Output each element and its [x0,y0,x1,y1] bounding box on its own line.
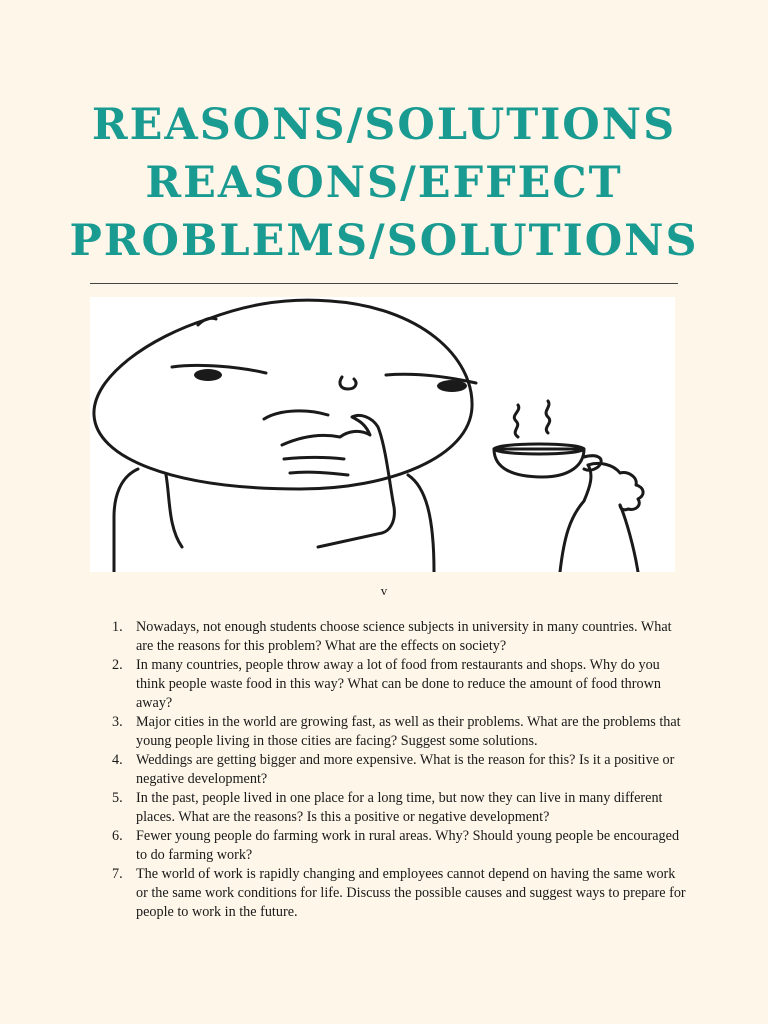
question-number: 7. [112,866,123,882]
question-text: Major cities in the world are growing fast, as well as their problems. What are the problems that young people living in those cities are facing? Suggest some solutions. [136,714,681,749]
cup-fingers [588,463,643,509]
page-title [0,96,768,270]
left-shoulder [114,469,138,572]
body-contour [166,475,182,547]
question-number: 4. [112,752,123,768]
chin-hand-fingers [284,458,348,476]
question-text: Nowadays, not enough students choose science subjects in university in many countries. What are the reasons for this problem? What are the effects on society? [136,619,672,654]
list-item [100,618,690,656]
question-number: 3. [112,714,123,730]
right-shoulder [408,475,434,572]
title-line-1: REASONS/SOLUTIONS [91,100,677,150]
cup-arm-outer [620,505,638,572]
right-eyebrow [386,374,476,383]
question-text: Weddings are getting bigger and more expensive. What is the reason for this? Is it a positive or negative development? [136,752,675,787]
list-item [100,656,690,713]
left-eye [194,369,222,381]
cup-arm [560,465,591,572]
list-item [100,827,690,865]
title-line-2: REASONS/EFFECT [145,158,623,208]
right-eye [437,380,467,392]
head-outline [94,300,472,489]
title-divider [90,283,678,284]
list-item [100,713,690,751]
list-item [100,789,690,827]
question-text: The world of work is rapidly changing and employees cannot depend on having the same work or the same work conditions for life. Discuss the possible causes and suggest ways to prepare for people to work in the future. [136,866,686,920]
thinking-face-illustration [90,297,675,572]
title-line-3: PROBLEMS/SOLUTIONS [69,216,699,266]
mouth [264,411,328,419]
steam-right [546,401,550,433]
image-caption: v [380,583,388,598]
question-text: In the past, people lived in one place for a long time, but now they can live in many different places. What are the reasons? Is this a positive or negative development? [136,790,663,825]
nose [340,377,356,389]
question-number: 6. [112,828,123,844]
steam-left [514,405,519,437]
question-number: 1. [112,619,123,635]
question-text: Fewer young people do farming work in rural areas. Why? Should young people be encouraged to do farming work? [136,828,680,863]
head-top-detail [198,318,216,325]
question-list [100,618,690,922]
list-item [100,865,690,922]
question-number: 2. [112,657,123,673]
question-number: 5. [112,790,123,806]
list-item [100,751,690,789]
question-text: In many countries, people throw away a lot of food from restaurants and shops. Why do you think people waste food in this way? What can be done to reduce the amount of food thrown away? [136,657,661,711]
